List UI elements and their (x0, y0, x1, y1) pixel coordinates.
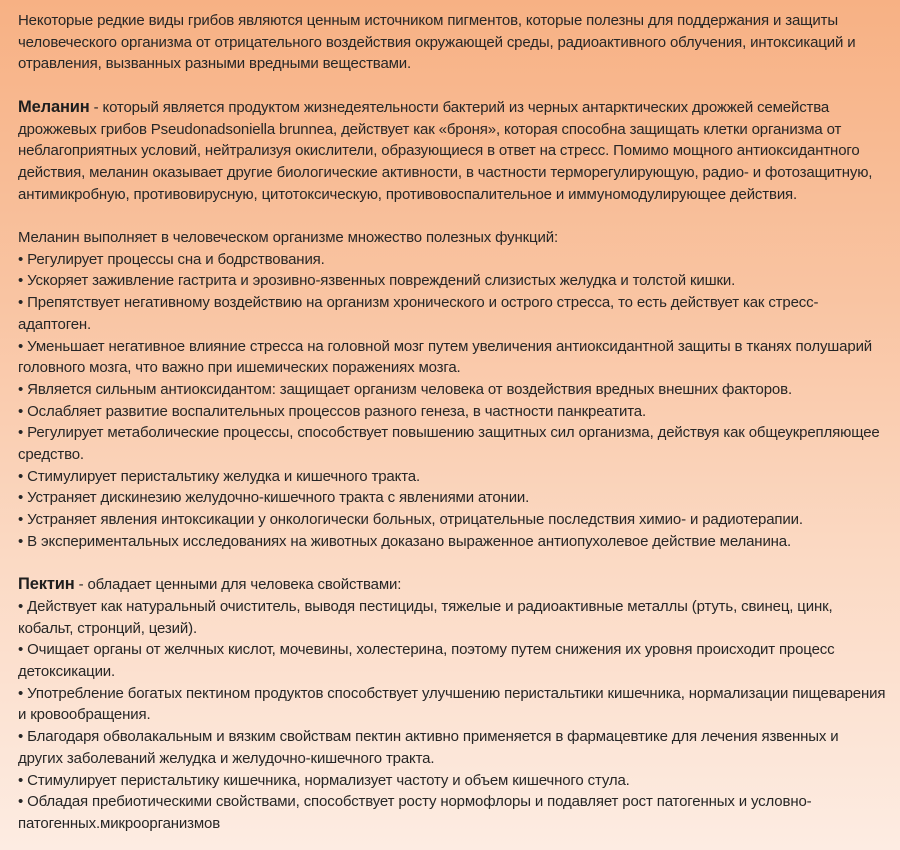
list-item: • Препятствует негативному воздействию на организм хронического и острого стресса, то есть действует как стресс-адаптоген. (18, 292, 886, 335)
list-item: • Является сильным антиоксидантом: защищает организм человека от воздействия вредных внешних факторов. (18, 379, 886, 401)
spacer (18, 75, 886, 97)
pectin-term: Пектин (18, 575, 75, 594)
melanin-functions-list (18, 249, 886, 553)
intro-paragraph: Некоторые редкие виды грибов являются ценным источником пигментов, которые полезны для поддержания и защиты человеческого организма от отрицательного воздействия окружающей среды, радиоактивного облучения, интоксикаций и отравления, вызванных разными вредными веществами. (18, 12, 856, 73)
melanin-paragraph (18, 97, 886, 206)
list-item: • Регулирует метаболические процессы, способствует повышению защитных сил организма, действуя как общеукрепляющее средство. (18, 422, 886, 465)
list-item: • В экспериментальных исследованиях на животных доказано выраженное антиопухолевое действие меланина. (18, 531, 886, 553)
list-item: • Действует как натуральный очиститель, выводя пестициды, тяжелые и радиоактивные металлы (ртуть, свинец, цинк, кобальт, стронций, цезий). (18, 596, 886, 639)
list-item: • Устраняет дискинезию желудочно-кишечного тракта с явлениями атонии. (18, 487, 886, 509)
melanin-functions-intro: Меланин выполняет в человеческом организме множество полезных функций: (18, 229, 558, 246)
list-item: • Уменьшает негативное влияние стресса на головной мозг путем увеличения антиоксидантной защиты в тканях полушарий головного мозга, что важно при ишемических поражениях мозга. (18, 336, 886, 379)
melanin-term: Меланин (18, 97, 90, 116)
list-item: • Регулирует процессы сна и бодрствования. (18, 249, 886, 271)
spacer (18, 553, 886, 575)
list-item: • Благодаря обволакальным и вязким свойствам пектин активно применяется в фармацевтике для лечения язвенных и других заболеваний желудка и желудочно-кишечного тракта. (18, 726, 886, 769)
list-item: • Очищает органы от желчных кислот, мочевины, холестерина, поэтому путем снижения их уровня происходит процесс детоксикации. (18, 639, 886, 682)
list-item: • Ослабляет развитие воспалительных процессов разного генеза, в частности панкреатита. (18, 401, 886, 423)
list-item: • Употребление богатых пектином продуктов способствует улучшению перистальтики кишечника, нормализации пищеварения и кровообращения. (18, 683, 886, 726)
list-item: • Стимулирует перистальтику желудка и кишечного тракта. (18, 466, 886, 488)
list-item: • Обладая пребиотическими свойствами, способствует росту нормофлоры и подавляет рост патогенных и условно-патогенных.микроорганизмов (18, 791, 886, 834)
list-item: • Стимулирует перистальтику кишечника, нормализует частоту и объем кишечного стула. (18, 770, 886, 792)
melanin-definition: - который является продуктом жизнедеятельности бактерий из черных антарктических дрожжей семейства дрожжевых грибов Pseudonadsoniella brunnea, действует как «броня», которая способна защищать клетки организма от неблагоприятных условий, нейтрализуя окислители, образующиеся в ответ на стресс. Помимо мощного антиоксидантного действия, меланин оказывает другие биологические активности, в частности терморегулирующую, радио- и фотозащитную, антимикробную, противовирусную, цитотоксическую, противовоспалительное и иммуномодулирующее действия. (18, 98, 873, 203)
spacer (18, 205, 886, 227)
pectin-definition: - обладает ценными для человека свойствами: (74, 576, 402, 594)
list-item: • Ускоряет заживление гастрита и эрозивно-язвенных повреждений слизистых желудка и толстой кишки. (18, 270, 886, 292)
list-item: • Устраняет явления интоксикации у онкологически больных, отрицательные последствия химио- и радиотерапии. (18, 509, 886, 531)
pectin-properties-list (18, 596, 886, 835)
pectin-paragraph (18, 574, 886, 596)
